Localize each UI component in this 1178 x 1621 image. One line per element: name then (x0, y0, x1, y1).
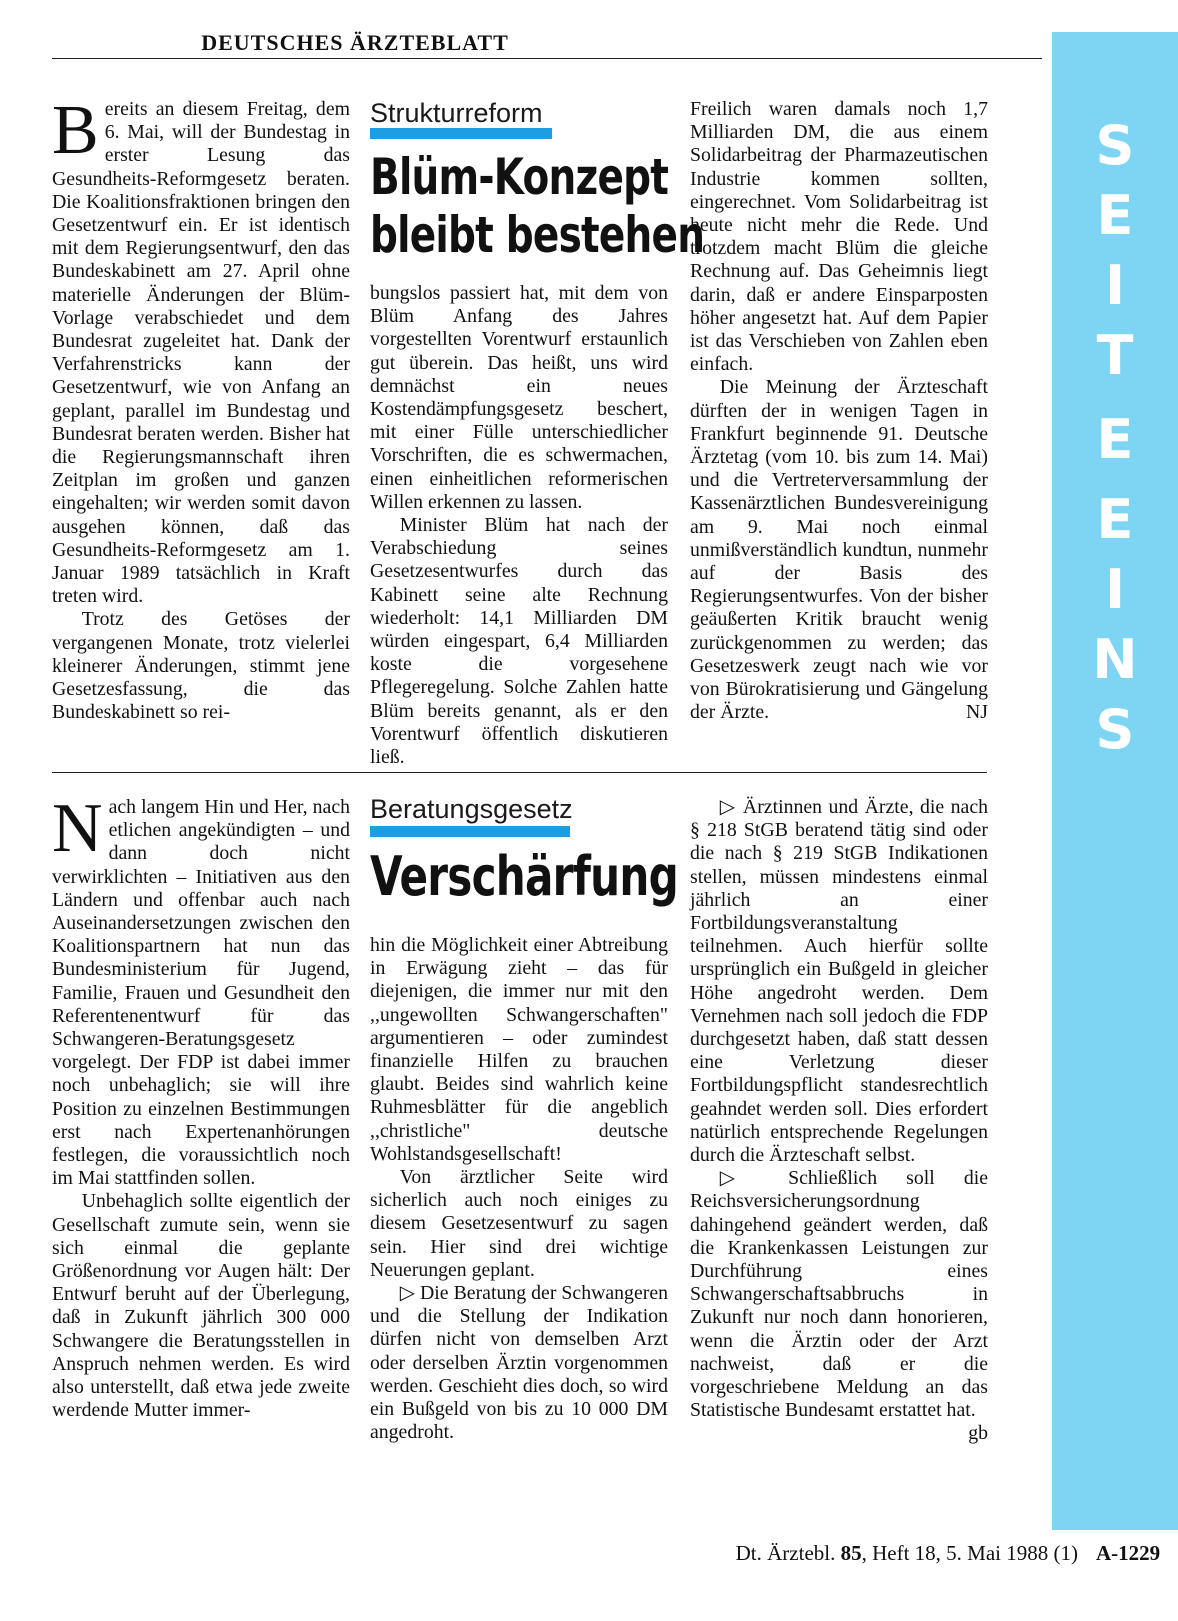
side-letter: N (1092, 628, 1138, 691)
article2-paragraph: Unbehaglich sollte eigentlich der Gesellschaft zumute sein, wenn sie sich einmal die geplante Größenordnung vor Augen hält: Der Entwurf beruht auf der Überlegung, daß in Zukunft jährlich 300 000 Schwangere die Beratungsstellen in Anspruch nehmen werden. Es wird also unterstellt, daß etwa jede zweite werdende Mutter immer- (52, 1190, 350, 1422)
author-signature: gb (968, 1422, 988, 1445)
seite-eins-band (1052, 32, 1178, 1530)
article2-paragraph: ▷ Ärztinnen und Ärzte, die nach § 218 StGB beratend tätig sind oder die nach § 219 StGB Indikationen stellen, müssen mindestens einmal jährlich an einer Fortbildungsveranstaltung teilnehmen. Auch hierfür sollte ursprünglich ein Bußgeld in gleicher Höhe angedroht werden. Dem Vernehmen nach soll jedoch die FDP durchgesetzt haben, daß statt dessen eine Verletzung dieser Fortbildungspflicht standesrechtlich geahndet werden soll. Dies erfordert natürlich entsprechende Regelungen durch die Ärzteschaft selbst. (690, 796, 988, 1167)
side-letter: S (1095, 114, 1135, 177)
article1-column-3 (690, 98, 988, 724)
side-letter: E (1096, 408, 1134, 471)
article2-column-2 (370, 934, 668, 1444)
volume-number: 85 (840, 1541, 862, 1565)
side-letter: E (1096, 488, 1134, 551)
article2-paragraph: hin die Möglichkeit einer Abtreibung in Erwägung zieht – das für diejenigen, die immer nur mit den ,,ungewollten Schwangerschaften" argumentieren – oder zumindest finanzielle Hilfen zu brauchen glaubt. Beides sind wahrlich keine Ruhmesblätter für die angeblich ,,christliche" deutsche Wohlstandsgesellschaft! (370, 934, 668, 1165)
article1-column-1 (52, 92, 350, 724)
article1-headline: Blüm-Konzept bleibt bestehen (370, 148, 705, 264)
side-letter: I (1104, 254, 1126, 317)
article-divider (52, 772, 987, 773)
page-footer (735, 1541, 1161, 1566)
masthead: DEUTSCHES ÄRZTEBLATT (201, 30, 509, 55)
drop-cap: B (52, 92, 99, 169)
journal-name: Dt. Ärztebl. (735, 1541, 836, 1565)
side-letter: I (1104, 558, 1126, 621)
article1-paragraph: bungslos passiert hat, mit dem von Blüm Anfang des Jahres vorgestellten Vorentwurf erstaunlich gut überein. Das heißt, uns wird demnächst ein neues Kostendämpfungsgesetz beschert, mit einer Fülle unterschiedlicher Vorschriften, die es schwermachen, einen einheitlichen reformerischen Willen erkennen zu lassen. (370, 282, 668, 513)
article2-paragraph: ▷ Schließlich soll die Reichsversicherungsordnung dahingehend geändert werden, daß die Krankenkassen Leistungen zur Durchführung eines Schwangerschaftsabbruchs in Zukunft nur noch dann honorieren, wenn die Ärztin oder der Arzt nachweist, daß er die vorgeschriebene Meldung an das Statistische Bundesamt erstattet hat. gb (690, 1167, 988, 1445)
drop-cap: N (52, 790, 103, 867)
article1-column-2 (370, 282, 668, 769)
side-letter: T (1096, 324, 1134, 387)
issue-info: , Heft 18, 5. Mai 1988 (1) (861, 1541, 1078, 1565)
article2-headline: Verschärfung (370, 845, 678, 908)
article1-paragraph: Minister Blüm hat nach der Verabschiedung seines Gesetzesentwurfes durch das Kabinett seine alte Rechnung wiederholt: 14,1 Milliarden DM würden eingespart, 6,4 Milliarden koste die vorgesehene Pflegeregelung. Solche Zahlen hatte Blüm bereits genannt, als er den Vorentwurf öffentlich diskutieren ließ. (370, 514, 668, 769)
article1-paragraph: Bereits an diesem Freitag, dem 6. Mai, will der Bundestag in erster Lesung das Gesundheits-Reformgesetz beraten. Die Koalitionsfraktionen bringen den Gesetzentwurf ein. Er ist identisch mit dem Regierungsentwurf, den das Bundeskabinett am 27. April ohne materielle Änderungen der Blüm-Vorlage verabschiedet und dem Bundesrat zugeleitet hat. Dank der Verfahrenstricks kann der Gesetzentwurf, wie von Anfang an geplant, parallel im Bundestag und Bundesrat beraten werden. Bisher hat die Regierungsmannschaft ihren Zeitplan im großen und ganzen eingehalten; wir werden somit davon ausgehen können, daß das Gesundheits-Reformgesetz am 1. Januar 1989 tatsächlich in Kraft treten wird. (52, 92, 350, 608)
article1-paragraph: Trotz des Getöses der vergangenen Monate, trotz vielerlei kleinerer Änderungen, stimmt jene Gesetzesfassung, die das Bundeskabinett so rei- (52, 608, 350, 724)
page-number: A-1229 (1096, 1541, 1161, 1565)
article2-kicker: Beratungsgesetz (370, 794, 573, 824)
masthead-rule (52, 58, 1042, 59)
article1-paragraph: Die Meinung der Ärzteschaft dürften der in wenigen Tagen in Frankfurt beginnende 91. Deutsche Ärztetag (vom 10. bis zum 14. Mai) und die Vertreterversammlung der Kassenärztlichen Bundesvereinigung am 9. Mai noch einmal unmißverständlich kundtun, nunmehr auf der Basis des Regierungsentwurfes. Von der bisher geäußerten Kritik braucht wenig zurückgenommen zu werden; das Gesetzeswerk zeugt nach wie vor von Bürokratisierung und Gängelung der Ärzte. NJ (690, 376, 988, 724)
article2-column-3 (690, 796, 988, 1446)
kicker-bar (370, 826, 570, 837)
side-letter: E (1096, 184, 1134, 247)
article1-kicker: Strukturreform (370, 98, 543, 128)
article2-paragraph: Nach langem Hin und Her, nach etlichen angekündigten – und dann doch nicht verwirklichten – Initiativen aus den Ländern und offenbar auch nach Auseinandersetzungen zwischen den Koalitionspartnern hat nun das Bundesministerium für Jugend, Familie, Frauen und Gesundheit den Referentenentwurf für das Schwangeren-Beratungsgesetz vorgelegt. Der FDP ist dabei immer noch unbehaglich; sie will ihre Position zu einzelnen Bestimmungen erst nach Expertenanhörungen festlegen, die voraussichtlich noch im Mai stattfinden sollen. (52, 790, 350, 1190)
author-signature: NJ (966, 701, 988, 724)
article2-column-1 (52, 790, 350, 1422)
article2-paragraph: ▷ Die Beratung der Schwangeren und die Stellung der Indikation dürfen nicht von demselben Arzt oder derselben Ärztin vorgenommen werden. Geschieht dies doch, so wird ein Bußgeld von bis zu 10 000 DM angedroht. (370, 1282, 668, 1444)
article1-paragraph: Freilich waren damals noch 1,7 Milliarden DM, die aus einem Solidarbeitrag der Pharmazeutischen Industrie kommen sollten, eingerechnet. Vom Solidarbeitrag ist heute nicht mehr die Rede. Und trotzdem macht Blüm die gleiche Rechnung auf. Das Geheimnis liegt darin, daß er andere Einsparposten höher angesetzt hat. Auf dem Papier ist das Verschieben von Zahlen eben einfach. (690, 98, 988, 376)
article2-paragraph: Von ärztlicher Seite wird sicherlich auch noch einiges zu diesem Gesetzesentwurf zu sagen sein. Hier sind drei wichtige Neuerungen geplant. (370, 1166, 668, 1281)
kicker-bar (370, 128, 552, 139)
side-letter: S (1095, 698, 1135, 761)
